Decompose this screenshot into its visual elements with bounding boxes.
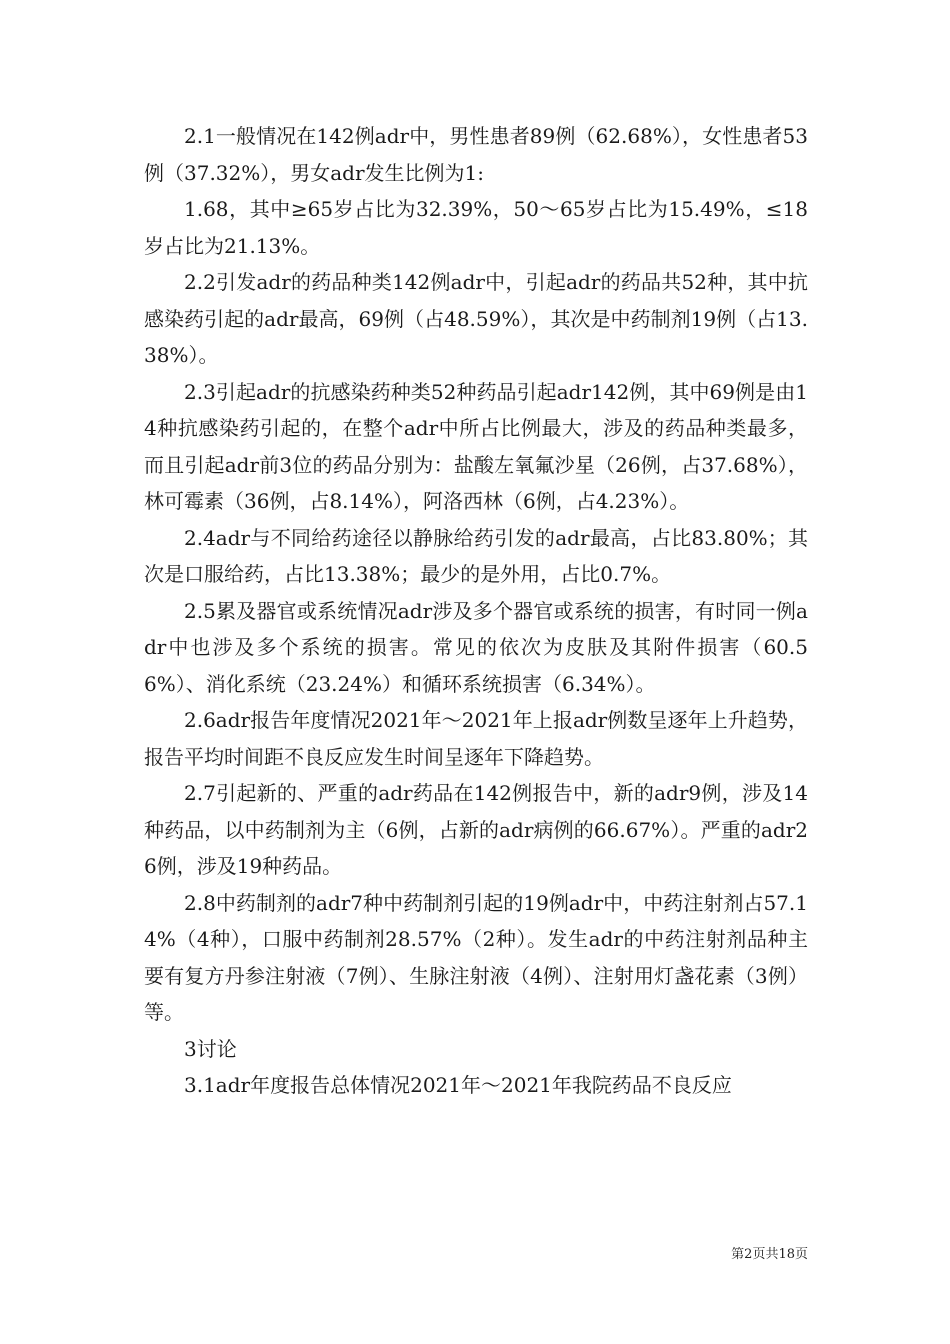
page-number-footer: 第2页共18页 <box>731 1247 808 1262</box>
document-body <box>144 118 808 1104</box>
paragraph-2-7: 2.7引起新的、严重的adr药品在142例报告中，新的adr9例，涉及14种药品，以中药制剂为主（6例，占新的adr病例的66.67%）。严重的adr26例，涉及19种药品。 <box>144 781 808 878</box>
paragraph-2-8: 2.8中药制剂的adr7种中药制剂引起的19例adr中，中药注射剂占57.14%（4种），口服中药制剂28.57%（2种）。发生adr的中药注射剂品种主要有复方丹参注射液（7例）、生脉注射液（4例）、注射用灯盏花素（3例）等。 <box>144 890 808 1024</box>
paragraph-2-1-continued: 1.68，其中≥65岁占比为32.39%，50～65岁占比为15.49%，≤18岁占比为21.13%。 <box>144 197 808 258</box>
section-heading-discussion: 3讨论 <box>184 1036 237 1061</box>
paragraph-2-3: 2.3引起adr的抗感染药种类52种药品引起adr142例，其中69例是由14种抗感染药引起的，在整个adr中所占比例最大，涉及的药品种类最多，而且引起adr前3位的药品分别为：盐酸左氧氟沙星（26例，占37.68%），林可霉素（36例，占8.14%），阿洛西林（6例，占4.23%）。 <box>144 379 808 513</box>
paragraph-2-2: 2.2引发adr的药品种类142例adr中，引起adr的药品共52种，其中抗感染药引起的adr最高，69例（占48.59%），其次是中药制剂19例（占13.38%）。 <box>144 270 808 367</box>
paragraph-2-5: 2.5累及器官或系统情况adr涉及多个器官或系统的损害，有时同一例adr中也涉及多个系统的损害。常见的依次为皮肤及其附件损害（60.56%）、消化系统（23.24%）和循环系统损害（6.34%）。 <box>144 598 808 696</box>
paragraph-2-6: 2.6adr报告年度情况2021年～2021年上报adr例数呈逐年上升趋势，报告平均时间距不良反应发生时间呈逐年下降趋势。 <box>144 708 808 769</box>
paragraph-2-1: 2.1一般情况在142例adr中，男性患者89例（62.68%），女性患者53例（37.32%），男女adr发生比例为1: <box>144 124 808 185</box>
paragraph-2-4: 2.4adr与不同给药途径以静脉给药引发的adr最高，占比83.80%；其次是口服给药，占比13.38%；最少的是外用，占比0.7%。 <box>144 525 808 586</box>
paragraph-3-1: 3.1adr年度报告总体情况2021年～2021年我院药品不良反应 <box>184 1073 732 1097</box>
